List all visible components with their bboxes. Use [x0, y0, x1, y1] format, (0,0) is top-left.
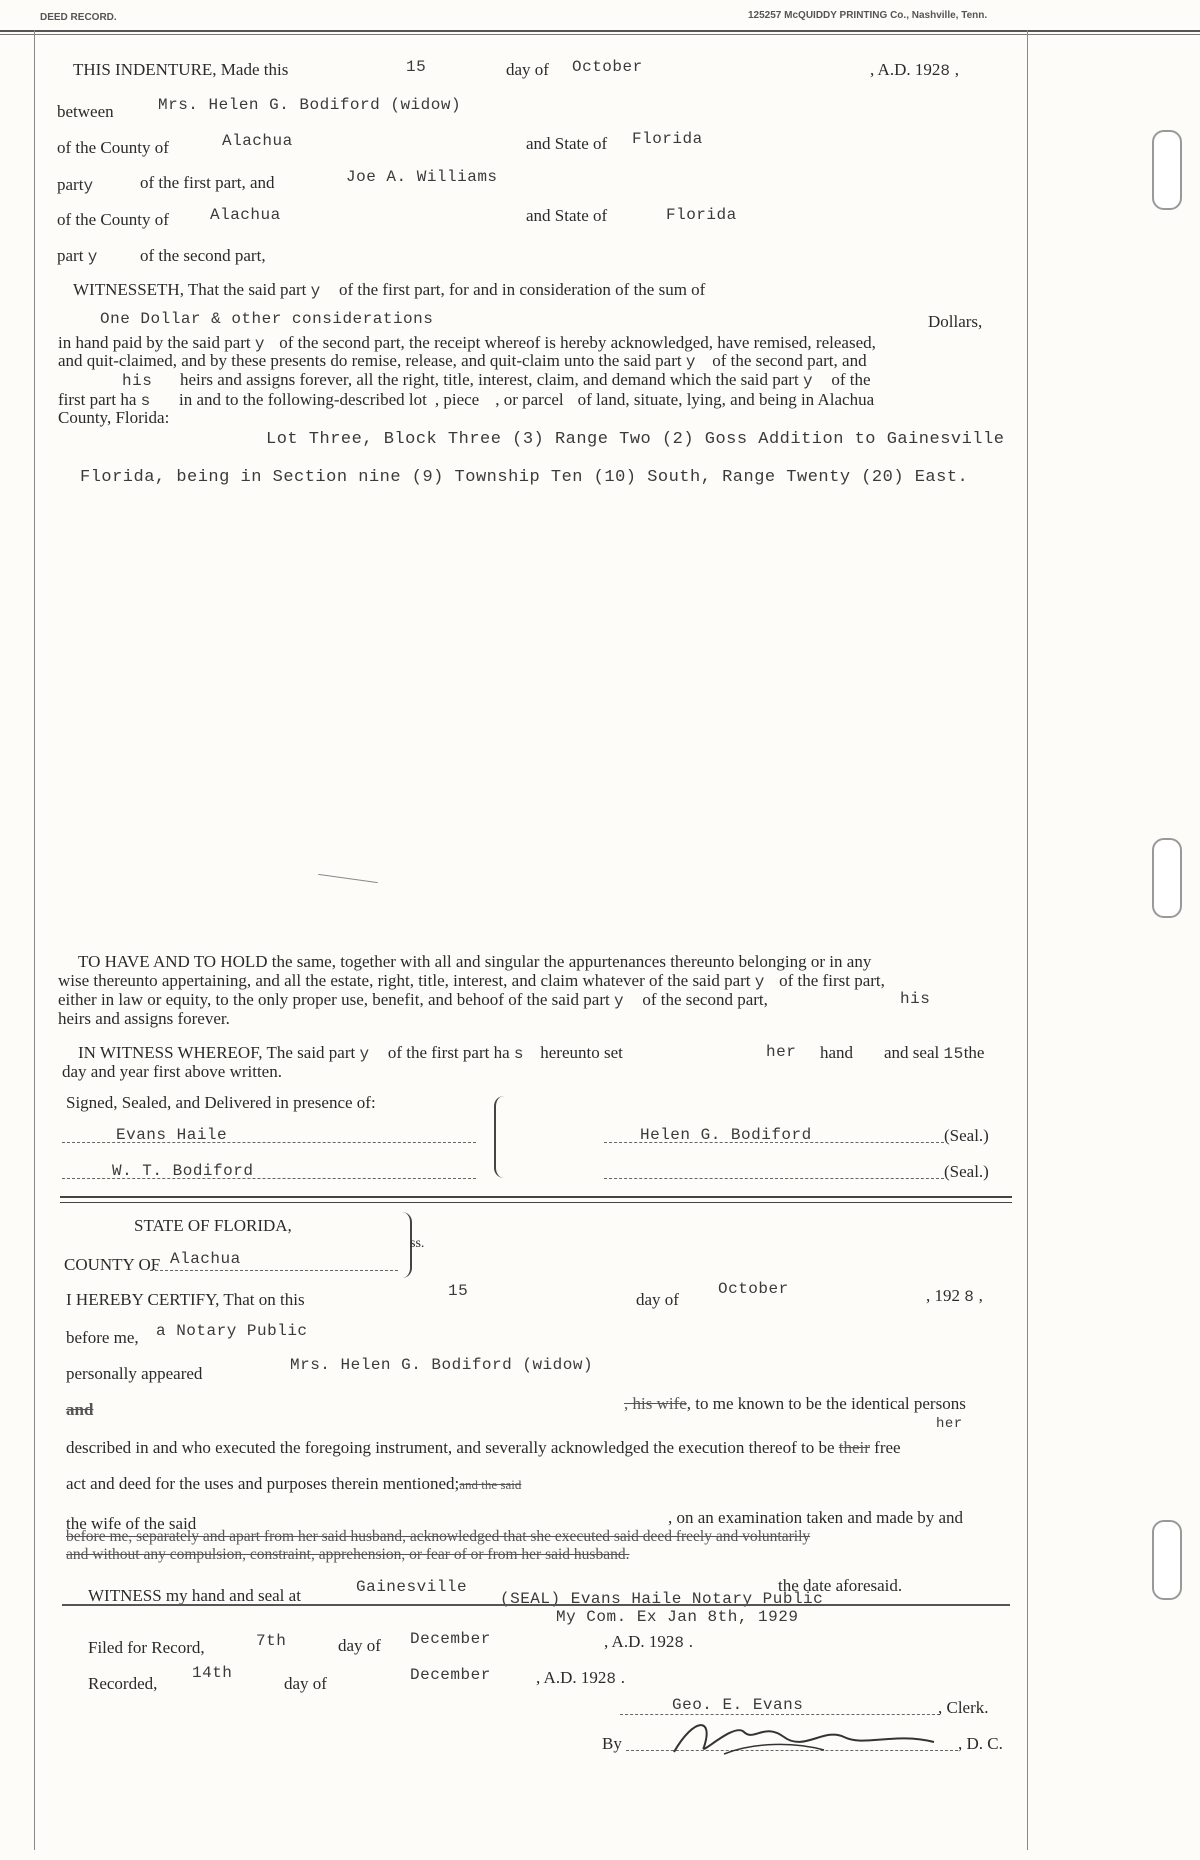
indenture-day: 15 — [406, 58, 427, 76]
state-label: and State of — [526, 206, 608, 225]
recorded-day-of-label: day of — [284, 1674, 327, 1693]
second-part-label: of the second part, — [140, 246, 266, 265]
wife-line-1: the wife of the said — [66, 1514, 197, 1533]
notary-signature: (SEAL) Evans Haile Notary Public — [500, 1590, 824, 1608]
grantor-state: Florida — [632, 130, 703, 148]
recorded-month: December — [410, 1666, 491, 1684]
habendum-line-2: wise thereunto appertaining, and all the estate, right, title, interest, and claim whatever of the said part y of the first part, — [58, 971, 885, 991]
section-divider — [60, 1196, 1012, 1203]
described-line: described in and who executed the foregoing instrument, and severally acknowledged the execution thereof to be their free — [66, 1438, 901, 1457]
habendum-line-1: TO HAVE AND TO HOLD the same, together with all and singular the appurtenances thereunto belonging or in any — [78, 952, 872, 971]
witness-2-name: W. T. Bodiford — [112, 1162, 254, 1180]
officer-title: a Notary Public — [156, 1322, 308, 1340]
grantor-name: Mrs. Helen G. Bodiford (widow) — [158, 96, 462, 114]
binder-hole — [1152, 1520, 1182, 1600]
seal-label: (Seal.) — [944, 1162, 989, 1181]
commission-expiry: My Com. Ex Jan 8th, 1929 — [556, 1608, 799, 1626]
by-label: By — [602, 1734, 622, 1753]
ack-day: 15 — [448, 1282, 469, 1300]
binder-hole — [1152, 838, 1182, 918]
dc-label: , D. C. — [958, 1734, 1003, 1753]
property-description-2: Florida, being in Section nine (9) Township Ten (10) South, Range Twenty (20) East. — [80, 468, 969, 487]
clerk-name: Geo. E. Evans — [672, 1696, 804, 1714]
header-left-label: DEED RECORD. — [40, 12, 117, 23]
witness-1-name: Evans Haile — [116, 1126, 228, 1144]
filed-month: December — [410, 1630, 491, 1648]
grantee-name: Joe A. Williams — [346, 168, 498, 186]
deputy-signature-scribble — [664, 1712, 944, 1762]
his-label: his — [122, 372, 153, 390]
seal-label: (Seal.) — [944, 1126, 989, 1145]
recorded-label: Recorded, — [88, 1674, 158, 1693]
consideration-sum: One Dollar & other considerations — [100, 310, 434, 328]
known-persons-line: , his wife, to me known to be the identical persons — [624, 1394, 966, 1413]
grant-line-5: first part ha s in and to the following-described lot , piece , or parcel of land, situate, lying, and being in Alachua — [58, 390, 875, 410]
ack-year: , 192 8 , — [926, 1286, 983, 1306]
ad-label: , A.D. 1928 , — [870, 60, 959, 80]
personally-appeared-label: personally appeared — [66, 1364, 203, 1383]
county-label: of the County of — [57, 138, 169, 157]
filed-day: 7th — [256, 1632, 287, 1650]
state-label: and State of — [526, 134, 608, 153]
indenture-month: October — [572, 58, 643, 76]
certify-label: I HEREBY CERTIFY, That on this — [66, 1290, 305, 1309]
property-description-1: Lot Three, Block Three (3) Range Two (2) Goss Addition to Gainesville — [266, 430, 1005, 449]
dollars-label: Dollars, — [928, 312, 983, 331]
between-label: between — [57, 102, 114, 121]
wife-line-1b: , on an examination taken and made by and — [668, 1508, 964, 1527]
recorded-year: , A.D. 1928 . — [536, 1668, 625, 1688]
recorded-day: 14th — [192, 1664, 233, 1682]
signer-name: Helen G. Bodiford — [640, 1126, 812, 1144]
made-this-label: THIS INDENTURE, Made this — [73, 60, 289, 79]
signature-brace — [494, 1096, 510, 1178]
witness-place: Gainesville — [356, 1578, 468, 1596]
county-label: of the County of — [57, 210, 169, 229]
his-label: his — [900, 990, 931, 1008]
clerk-label: , Clerk. — [938, 1698, 989, 1717]
party-second-label: part y — [57, 246, 98, 266]
second-signer-line — [604, 1178, 944, 1179]
header-right-label: 125257 McQUIDDY PRINTING Co., Nashville, Tenn. — [748, 10, 988, 21]
appearing-person: Mrs. Helen G. Bodiford (widow) — [290, 1356, 594, 1374]
grant-line-4: heirs and assigns forever, all the right, title, interest, claim, and demand which the said part y of the — [180, 370, 871, 390]
filed-label: Filed for Record, — [88, 1638, 205, 1657]
ack-county: Alachua — [170, 1250, 241, 1268]
filed-year: , A.D. 1928 . — [604, 1632, 693, 1652]
deputy-signature — [664, 1712, 944, 1770]
county-of-label: COUNTY OF — [64, 1255, 161, 1274]
day-of-label: day of — [506, 60, 549, 79]
witnesseth-line: WITNESSETH, That the said part y of the first part, for and in consideration of the sum of — [73, 280, 706, 300]
in-witness-line: IN WITNESS WHEREOF, The said part y of the first part ha s hereunto set — [78, 1043, 623, 1063]
county-line — [150, 1270, 398, 1271]
day-year-label: day and year first above written. — [62, 1062, 282, 1081]
grantee-county: Alachua — [210, 206, 281, 224]
grantor-county: Alachua — [222, 132, 293, 150]
grant-line-2: in hand paid by the said part y of the second part, the receipt whereof is hereby acknowledged, have remised, released, — [58, 333, 876, 353]
struck-and: and — [66, 1400, 94, 1419]
filed-day-of-label: day of — [338, 1636, 381, 1655]
notary-rule — [62, 1604, 1010, 1606]
state-heading: STATE OF FLORIDA, — [134, 1216, 292, 1235]
signed-sealed-label: Signed, Sealed, and Delivered in presence of: — [66, 1093, 376, 1112]
habendum-line-4: heirs and assigns forever. — [58, 1009, 230, 1028]
wife-line-3: and without any compulsion, constraint, apprehension, or fear of or from her said husband. — [66, 1546, 630, 1563]
witness-hand-label: WITNESS my hand and seal at — [88, 1586, 301, 1605]
ss-label: ss. — [410, 1236, 425, 1251]
wife-line-2: before me, separately and apart from her said husband, acknowledged that she executed said deed freely and voluntarily — [66, 1528, 811, 1545]
her-insert: her — [936, 1416, 963, 1432]
party-first-label: party — [57, 175, 94, 195]
top-rule — [0, 0, 1200, 32]
habendum-line-3: either in law or equity, to the only proper use, benefit, and behoof of the said part y of the second part, — [58, 990, 768, 1010]
ack-day-of-label: day of — [636, 1290, 679, 1309]
her-label: her — [766, 1043, 797, 1061]
before-me-label: before me, — [66, 1328, 139, 1347]
grant-line-6: County, Florida: — [58, 408, 170, 427]
grantee-state: Florida — [666, 206, 737, 224]
hand-label: hand — [820, 1043, 854, 1062]
grant-line-3: and quit-claimed, and by these presents do remise, release, and quit-claim unto the said part y of the second part, and — [58, 351, 867, 371]
seal-day-label: and seal 15the — [884, 1043, 985, 1063]
first-part-and-label: of the first part, and — [140, 173, 275, 192]
ack-month: October — [718, 1280, 789, 1298]
binder-hole — [1152, 130, 1182, 210]
act-deed-line: act and deed for the uses and purposes therein mentioned;and the said — [66, 1474, 522, 1493]
date-aforesaid-label: the date aforesaid. — [778, 1576, 903, 1595]
